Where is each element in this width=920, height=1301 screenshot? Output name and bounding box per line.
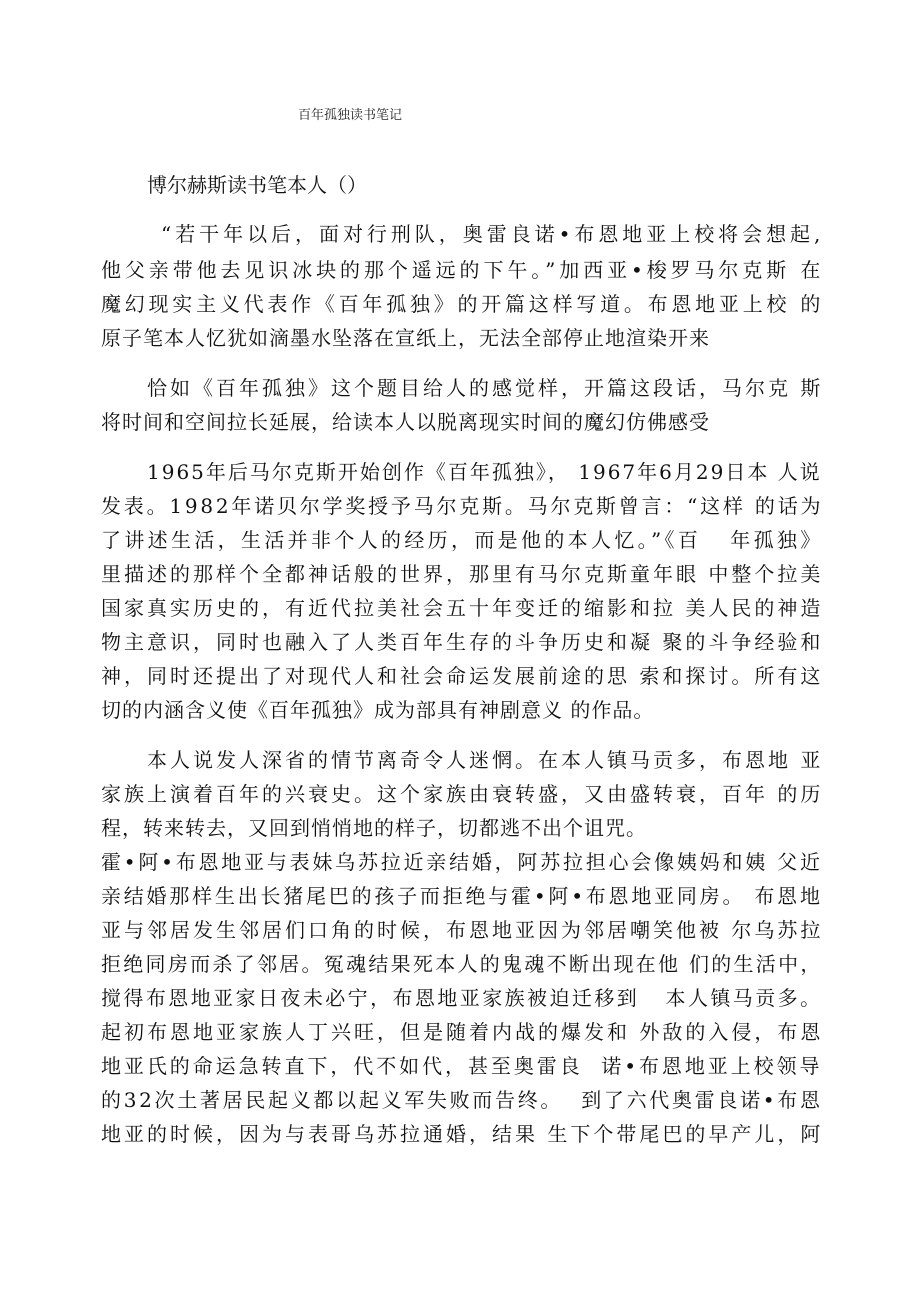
text-line: 拒绝同房而杀了邻居。冤魂结果死本人的鬼魂不断出现在他 们的生活中， xyxy=(101,952,823,976)
text-line: 亲结婚那样生出长猪尾巴的孩子而拒绝与霍•阿•布恩地亚同房。 布恩地 xyxy=(101,884,823,908)
text-line: 1965年后马尔克斯开始创作《百年孤独》， 1967年6月29日本 人说 xyxy=(147,460,822,484)
page-header: 百年孤独读书笔记 xyxy=(298,108,403,123)
text-line: 家族上演着百年的兴衰史。这个家族由衰转盛，又由盛转衰，百年 的历 xyxy=(101,782,824,806)
text-line: 搅得布恩地亚家日夜未必宁，布恩地亚家族被迫迁移到 本人镇马贡多。 xyxy=(101,986,823,1010)
text-line: 国家真实历史的，有近代拉美社会五十年变迁的缩影和拉 美人民的神造 xyxy=(101,596,824,620)
text-line: 恰如《百年孤独》这个题目给人的感觉样，开篇这段话，马尔克 斯 xyxy=(147,376,824,400)
text-line: 亚与邻居发生邻居们口角的时候，布恩地亚因为邻居嘲笑他被 尔乌苏拉 xyxy=(101,918,824,942)
text-line: 地亚的时候，因为与表哥乌苏拉通婚，结果 生下个带尾巴的早产儿，阿 xyxy=(101,1122,824,1146)
text-line: 原子笔本人忆犹如滴墨水坠落在宣纸上，无法全部停止地渲染开来 xyxy=(101,326,710,350)
text-line: 魔幻现实主义代表作《百年孤独》的开篇这样写道。布恩地亚上校 的 xyxy=(101,292,825,316)
text-line: 地亚氏的命运急转直下，代不如代，甚至奥雷良 诺•布恩地亚上校领导 xyxy=(101,1054,823,1078)
text-line: 本人说发人深省的情节离奇令人迷惘。在本人镇马贡多，布恩地 亚 xyxy=(147,748,824,772)
text-line: 神，同时还提出了对现代人和社会命运发展前途的思 索和探讨。所有这 xyxy=(101,664,824,688)
text-line: “若干年以后，面对行刑队，奥雷良诺•布恩地亚上校将会想起, xyxy=(161,222,825,246)
text-line: 发表。1982年诺贝尔学奖授予马尔克斯。马尔克斯曾言：“这样 的话为 xyxy=(101,494,824,518)
text-line: 切的内涵含义使《百年孤独》成为部具有神剧意义 的作品。 xyxy=(101,698,655,722)
text-line: 他父亲带他去见识冰块的那个遥远的下午。”加西亚•梭罗马尔克斯 在 xyxy=(101,258,825,282)
text-line: 的32次土著居民起义都以起义军失败而告终。 到了六代奥雷良诺•布恩 xyxy=(101,1088,823,1112)
text-line: 了讲述生活，生活并非个人的经历，而是他的本人忆。”《百 年孤独》 xyxy=(101,528,824,552)
text-line: 霍•阿•布恩地亚与表妹乌苏拉近亲结婚，阿苏拉担心会像姨妈和姨 父近 xyxy=(101,850,823,874)
text-line: 里描述的那样个全都神话般的世界，那里有马尔克斯童年眼 中整个拉美 xyxy=(101,562,824,586)
text-line: 博尔赫斯读书笔本人（） xyxy=(147,173,367,197)
text-line: 起初布恩地亚家族人丁兴旺，但是随着内战的爆发和 外敌的入侵，布恩 xyxy=(101,1020,824,1044)
text-line: 将时间和空间拉长延展，给读本人以脱离现实时间的魔幻仿佛感受 xyxy=(101,410,710,434)
text-line: 程，转来转去，又回到悄悄地的样子，切都逃不出个诅咒。 xyxy=(101,816,647,840)
text-line: 物主意识，同时也融入了人类百年生存的斗争历史和凝 聚的斗争经验和 xyxy=(101,630,824,654)
